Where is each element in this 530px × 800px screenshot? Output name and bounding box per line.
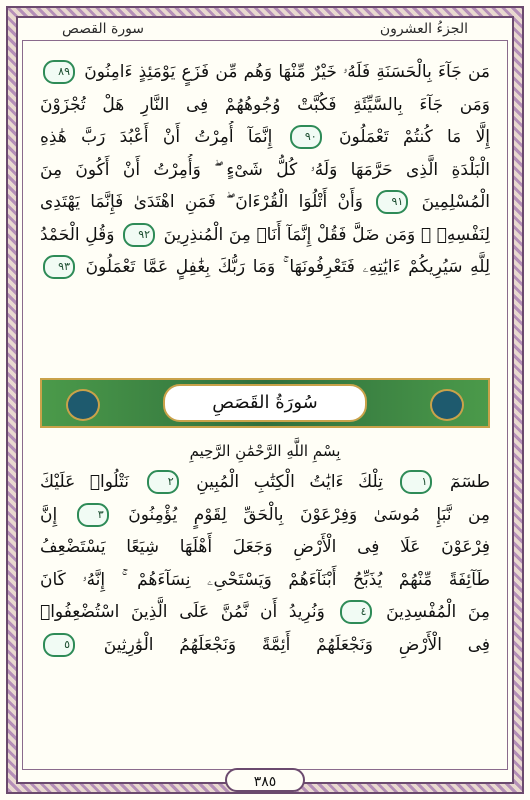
verse-line bbox=[40, 466, 490, 499]
surah-header-label: سورة القصص bbox=[62, 21, 145, 37]
verse-line bbox=[40, 219, 490, 252]
ayah-number-marker: ٤ bbox=[340, 600, 372, 624]
ayah-number-marker: ٨٩ bbox=[43, 60, 75, 84]
ayah-number-marker: ٩٢ bbox=[123, 223, 155, 247]
verse-line bbox=[40, 629, 490, 662]
verse-line bbox=[40, 89, 490, 122]
verse-text: الْبَلْدَةِ الَّذِى حَرَّمَهَا وَلَهُۥ كُلُّ شَىْءٍ ۖ وَأُمِرْتُ أَنْ أَكُونَ مِنَ bbox=[40, 159, 490, 180]
ayah-number-marker: ٩٣ bbox=[43, 255, 75, 279]
banner-medallion-icon bbox=[430, 389, 464, 421]
verse-text: طَآئِفَةً مِّنْهُمْ يُذَبِّحُ أَبْنَآءَهُمْ وَيَسْتَحْىِۦ نِسَآءَهُمْ ۚ إِنَّهُۥ كَانَ bbox=[40, 569, 490, 590]
verse-line bbox=[40, 251, 490, 284]
page-header bbox=[22, 18, 508, 40]
basmala: بِسْمِ اللَّهِ الرَّحْمَٰنِ الرَّحِيمِ bbox=[189, 442, 341, 460]
verse-text: لِلَّهِ سَيُرِيكُمْ ءَايَٰتِهِۦ فَتَعْرِفُونَهَا ۚ وَمَا رَبُّكَ بِغَٰفِلٍ عَمَّا تَعْمَلُونَ bbox=[85, 257, 490, 277]
ayah-number-marker: ٥ bbox=[43, 633, 75, 657]
verse-text: وَنُرِيدُ أَن نَّمُنَّ عَلَى الَّذِينَ اسْتُضْعِفُوا۟ bbox=[40, 602, 325, 622]
verse-line bbox=[40, 154, 490, 187]
verse-line bbox=[40, 596, 490, 629]
banner-medallion-icon bbox=[66, 389, 100, 421]
verse-text: تِلْكَ ءَايَٰتُ الْكِتَٰبِ الْمُبِينِ bbox=[196, 472, 383, 492]
verse-line bbox=[40, 56, 490, 89]
verse-text: الْمُسْلِمِينَ bbox=[421, 192, 490, 212]
verse-line bbox=[40, 531, 490, 564]
verse-text: فِرْعَوْنَ عَلَا فِى الْأَرْضِ وَجَعَلَ أَهْلَهَا شِيَعًا يَسْتَضْعِفُ bbox=[40, 537, 490, 557]
verse-line bbox=[40, 564, 490, 597]
verse-text: لِنَفْسِهِۦ ۖ وَمَن ضَلَّ فَقُلْ إِنَّمَآ أَنَا۠ مِنَ الْمُنذِرِينَ bbox=[163, 224, 490, 245]
surah-title-banner bbox=[40, 378, 490, 428]
surah-title: سُورَةُ القَصَصِ bbox=[163, 384, 367, 422]
verse-line bbox=[40, 121, 490, 154]
ayah-number-marker: ٩٠ bbox=[290, 125, 322, 149]
juz-label: الجزءُ العشرون bbox=[379, 21, 468, 37]
verse-text: طسٓمٓ bbox=[450, 472, 490, 492]
verse-text: وَمَن جَآءَ بِالسَّيِّئَةِ فَكُبَّتْ وُجُوهُهُمْ فِى النَّارِ هَلْ تُجْزَوْنَ bbox=[40, 94, 490, 115]
verse-text: مِن نَّبَإِ مُوسَىٰ وَفِرْعَوْنَ بِالْحَقِّ لِقَوْمٍ يُؤْمِنُونَ bbox=[128, 504, 490, 525]
ayah-number-marker: ٣ bbox=[77, 503, 109, 527]
verse-text: مَن جَآءَ بِالْحَسَنَةِ فَلَهُۥ خَيْرٌ مِّنْهَا وَهُم مِّن فَزَعٍ يَوْمَئِذٍ ءَامِنُونَ bbox=[84, 62, 490, 82]
verse-text: مِنَ الْمُفْسِدِينَ bbox=[386, 602, 490, 622]
verse-line bbox=[40, 499, 490, 532]
verse-text: إِنَّمَآ أُمِرْتُ أَنْ أَعْبُدَ رَبَّ هَٰذِهِ bbox=[40, 127, 273, 147]
verse-text: فِى الْأَرْضِ وَنَجْعَلَهُمْ أَئِمَّةً وَنَجْعَلَهُمُ الْوَٰرِثِينَ bbox=[103, 634, 490, 655]
verses-bottom bbox=[40, 466, 490, 661]
page-number: ٣٨٥ bbox=[225, 768, 305, 792]
verses-top bbox=[40, 56, 490, 284]
ayah-number-marker: ٩١ bbox=[376, 190, 408, 214]
verse-text: إِلَّا مَا كُنتُمْ تَعْمَلُونَ bbox=[339, 127, 490, 147]
verse-text: نَتْلُوا۟ عَلَيْكَ bbox=[40, 472, 130, 492]
verse-text: وَقُلِ الْحَمْدُ bbox=[40, 224, 115, 245]
ayah-number-marker: ٢ bbox=[147, 470, 179, 494]
ayah-number-marker: ١ bbox=[400, 470, 432, 494]
verse-text: وَأَنْ أَتْلُوَا الْقُرْءَانَ ۖ فَمَنِ اهْتَدَىٰ فَإِنَّمَا يَهْتَدِى bbox=[40, 192, 363, 212]
verse-line bbox=[40, 186, 490, 219]
verse-text: إِنَّ bbox=[40, 504, 58, 525]
